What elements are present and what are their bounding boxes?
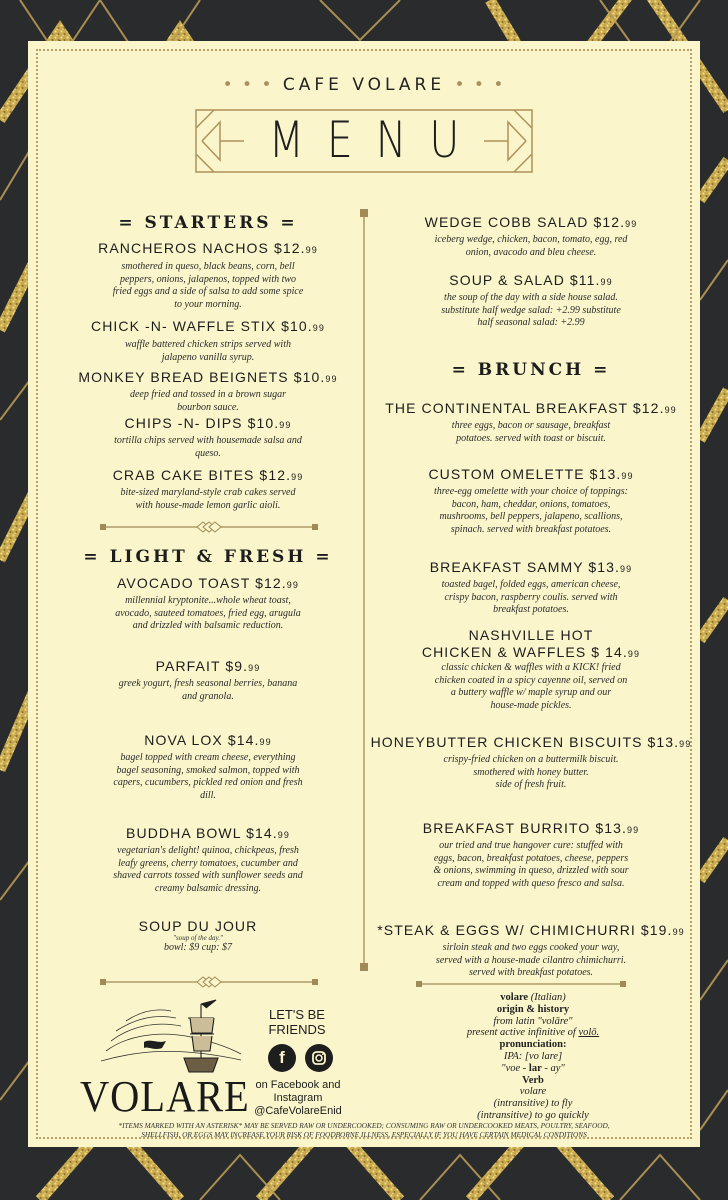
item-desc-line: substitute half wedge salad: +2.99 substitute bbox=[441, 304, 621, 316]
item-name: NOVA LOX $14. bbox=[144, 732, 260, 748]
item-desc-line: bagel seasoning, smoked salmon, topped with bbox=[116, 764, 300, 776]
social-line: @CafeVolareEnid bbox=[254, 1105, 342, 1117]
def-origin: from latin "volāre" bbox=[493, 1015, 573, 1027]
item-desc-line: cream and topped with queso fresco and salsa. bbox=[437, 877, 625, 889]
def-language: (Italian) bbox=[530, 992, 566, 1003]
item-cents: 99 bbox=[672, 927, 685, 937]
disclaimer-line: SHELLFISH, OR EGGS MAY INCREASE YOUR RISK OF FOODBORNE ILLNESS, ESPECIALLY IF YOU HAVE CERTAIN MEDICAL CONDITIONS bbox=[141, 1130, 587, 1139]
brunch-item bbox=[362, 734, 700, 792]
item-cents: 99 bbox=[664, 405, 677, 415]
brunch-item bbox=[362, 820, 700, 890]
item-desc-line: tortilla chips served with housemade salsa and bbox=[114, 435, 302, 446]
item-desc-line: our tried and true hangover cure: stuffed with bbox=[439, 840, 623, 851]
item-desc-line: jalapeno vanilla syrup. bbox=[161, 351, 255, 363]
brand-dots-left: • • • bbox=[222, 75, 274, 95]
brunch-item bbox=[362, 922, 700, 980]
light-item bbox=[28, 732, 388, 802]
item-desc-line: deep fried and tossed in a brown sugar bbox=[129, 389, 286, 400]
item-desc-line: queso. bbox=[195, 447, 221, 459]
starter-item bbox=[28, 467, 388, 512]
item-desc-line: creamy balsamic dressing. bbox=[154, 882, 262, 894]
item-cents: 99 bbox=[291, 472, 304, 482]
item-name: BREAKFAST SAMMY $13. bbox=[429, 559, 621, 575]
item-name: CHICK -N- WAFFLE STIX $10. bbox=[91, 318, 313, 334]
def-word: volare bbox=[500, 992, 529, 1003]
item-name: AVOCADO TOAST $12. bbox=[117, 575, 287, 591]
item-name: RANCHEROS NACHOS $12. bbox=[98, 240, 306, 256]
item-desc-line: and drizzled with balsamic reduction. bbox=[132, 620, 284, 631]
item-desc-line: toasted bagel, folded eggs, american cheese, bbox=[441, 579, 621, 590]
brand-header bbox=[28, 75, 700, 95]
item-name: CRAB CAKE BITES $12. bbox=[112, 467, 292, 483]
social-handle bbox=[248, 1079, 348, 1118]
item-desc-line: three eggs, bacon or sausage, breakfast bbox=[451, 420, 611, 431]
item-cents: 99 bbox=[600, 277, 613, 287]
item-desc-line: bagel topped with cream cheese, everything bbox=[120, 752, 296, 763]
light-item bbox=[28, 575, 388, 633]
item-desc-line: smothered in queso, black beans, corn, bell bbox=[121, 261, 295, 272]
item-desc-line: classic chicken & waffles with a KICK! fried bbox=[441, 662, 621, 673]
soup-price: bowl: $9 cup: $7 bbox=[163, 942, 233, 953]
item-desc-line: waffle battered chicken strips served with bbox=[125, 339, 291, 350]
item-cents: 99 bbox=[626, 825, 640, 835]
starter-item bbox=[28, 369, 388, 414]
soup-du-jour bbox=[28, 918, 368, 955]
def-say-post: - ay" bbox=[541, 1062, 565, 1074]
soup-subtitle: "soup of the day." bbox=[173, 934, 223, 942]
item-desc-line: breakfast potatoes. bbox=[493, 604, 569, 615]
def-pai-prefix: present active infinitive of bbox=[466, 1027, 579, 1039]
instagram-icon[interactable] bbox=[305, 1044, 333, 1072]
item-desc-line: & onions, swimming in queso, drizzled with sour bbox=[433, 865, 629, 876]
menu-card bbox=[28, 41, 700, 1147]
volare-definition bbox=[398, 992, 668, 1122]
item-desc-line: house-made pickles. bbox=[490, 699, 572, 711]
item-desc-line: mushrooms, bell peppers, jalapeno, scallions, bbox=[439, 511, 623, 522]
ship-illustration bbox=[96, 996, 246, 1078]
item-desc-line: served with a house-made cilantro chimichurri. bbox=[435, 954, 627, 966]
facebook-glyph: f bbox=[279, 1048, 285, 1067]
item-desc-line: iceberg wedge, chicken, bacon, tomato, egg, red bbox=[434, 234, 628, 245]
item-desc-line: side of fresh fruit. bbox=[495, 779, 567, 790]
item-desc-line: greek yogurt, fresh seasonal berries, banana bbox=[118, 678, 298, 689]
item-name: CHIPS -N- DIPS $10. bbox=[124, 415, 280, 431]
item-desc-line: eggs, bacon, breakfast potatoes, cheese, peppers bbox=[433, 852, 629, 864]
item-desc-line: and granola. bbox=[182, 690, 234, 702]
item-desc-line: crispy bacon, raspberry coulis. served with bbox=[444, 591, 618, 603]
item-cents: 99 bbox=[620, 564, 633, 574]
def-term: volare bbox=[519, 1086, 547, 1098]
light-item bbox=[28, 658, 388, 703]
ornament-divider bbox=[100, 976, 318, 988]
salad-item bbox=[362, 214, 700, 259]
item-desc-line: sirloin steak and two eggs cooked your way, bbox=[442, 942, 620, 953]
friends-line: LET'S BE bbox=[269, 1007, 325, 1022]
ornament-rule bbox=[416, 980, 626, 988]
item-desc-line: dill. bbox=[200, 789, 216, 801]
salad-item bbox=[362, 272, 700, 330]
item-cents: 99 bbox=[277, 830, 290, 840]
item-name: BREAKFAST BURRITO $13. bbox=[422, 820, 627, 836]
item-name-line1: NASHVILLE HOT bbox=[468, 627, 594, 643]
soup-name: SOUP DU JOUR bbox=[138, 918, 258, 934]
item-cents: 99 bbox=[286, 580, 299, 590]
item-name: BUDDHA BOWL $14. bbox=[126, 825, 278, 841]
item-desc-line: spinach. served with breakfast potatoes. bbox=[450, 523, 612, 535]
starter-item bbox=[28, 240, 388, 311]
item-cents: 99 bbox=[279, 420, 292, 430]
brunch-heading: = BRUNCH = bbox=[451, 360, 611, 380]
item-desc-line: avocado, sauteed tomatoes, fried egg, arugula bbox=[115, 607, 301, 619]
def-meaning: (intransitive) to go quickly bbox=[477, 1109, 589, 1121]
item-desc-line: served with breakfast potatoes. bbox=[468, 967, 594, 978]
starter-item bbox=[28, 415, 388, 460]
item-desc-line: shaved carrots tossed with sunflower seeds and bbox=[113, 870, 303, 881]
item-desc-line: fried eggs and a side of salsa to add some spice bbox=[112, 286, 304, 297]
item-cents: 99 bbox=[305, 245, 318, 255]
item-name: SOUP & SALAD $11. bbox=[449, 272, 601, 288]
food-safety-disclaimer bbox=[42, 1121, 686, 1139]
item-desc-line: chicken coated in a spicy cayenne oil, served on bbox=[434, 674, 628, 686]
item-cents: 99 bbox=[621, 471, 634, 481]
social-line: on Facebook and bbox=[255, 1079, 341, 1091]
item-cents: 99 bbox=[312, 323, 325, 333]
brunch-item bbox=[362, 559, 700, 617]
brunch-item bbox=[362, 466, 700, 536]
def-origin-label: origin & history bbox=[496, 1003, 570, 1015]
instagram-glyph bbox=[305, 1044, 333, 1072]
item-desc-line: half seasonal salad: +2.99 bbox=[477, 317, 585, 328]
brand-name: CAFE VOLARE bbox=[282, 75, 446, 95]
item-desc-line: onion, avacodo and bleu cheese. bbox=[465, 246, 597, 258]
item-desc-line: to your morning. bbox=[174, 298, 242, 310]
item-desc-line: bacon, ham, cheddar, onions, tomatoes, bbox=[451, 498, 611, 510]
item-desc-line: a buttery waffle w/ maple syrup and our bbox=[450, 687, 612, 698]
item-name: PARFAIT $9. bbox=[155, 658, 249, 674]
logo-wordmark: VOLARE bbox=[80, 1072, 250, 1121]
brand-dots-right: • • • bbox=[454, 75, 506, 95]
item-name: CHICKEN & WAFFLES $ 14. bbox=[421, 644, 628, 660]
item-cents: 99 bbox=[248, 663, 261, 673]
facebook-icon[interactable] bbox=[268, 1044, 296, 1072]
item-cents: 99 bbox=[627, 649, 641, 659]
item-desc-line: potatoes. served with toast or biscuit. bbox=[456, 432, 606, 444]
def-pron-label: pronunciation: bbox=[499, 1039, 567, 1051]
starter-item bbox=[28, 318, 388, 364]
def-say-pre: "voe - bbox=[501, 1062, 529, 1074]
light-item bbox=[28, 825, 388, 895]
menu-title: MENU bbox=[268, 111, 483, 169]
def-pai-word: volō. bbox=[578, 1027, 600, 1039]
ornament-divider bbox=[100, 521, 318, 533]
item-cents: 99 bbox=[679, 739, 692, 749]
item-desc-line: capers, cucumbers, pickled red onion and fresh bbox=[113, 777, 303, 788]
item-name: THE CONTINENTAL BREAKFAST $12. bbox=[385, 400, 665, 416]
item-name: WEDGE COBB SALAD $12. bbox=[424, 214, 626, 230]
friends-heading bbox=[252, 1007, 342, 1037]
item-name: MONKEY BREAD BEIGNETS $10. bbox=[78, 369, 326, 385]
brunch-item bbox=[362, 400, 700, 445]
item-desc-line: millennial kryptonite...whole wheat toast, bbox=[125, 595, 291, 606]
item-cents: 99 bbox=[625, 219, 638, 229]
disclaimer-line: *ITEMS MARKED WITH AN ASTERISK* MAY BE SERVED RAW OR UNDERCOOKED; CONSUMING RAW OR UNDERCOOKED MEATS, POULTRY, SEAFOOD, bbox=[118, 1121, 610, 1130]
def-say-bold: lar bbox=[528, 1062, 542, 1074]
item-desc-line: bite-sized maryland-style crab cakes served bbox=[120, 487, 296, 498]
item-desc-line: crispy-fried chicken on a buttermilk biscuit. bbox=[443, 754, 619, 765]
item-desc-line: peppers, onions, jalapenos, topped with two bbox=[119, 273, 297, 285]
item-desc-line: the soup of the day with a side house salad. bbox=[444, 292, 618, 303]
starters-heading: = STARTERS = bbox=[118, 213, 298, 233]
item-name: HONEYBUTTER CHICKEN BISCUITS $13. bbox=[370, 734, 680, 750]
item-desc-line: three-egg omelette with your choice of toppings: bbox=[433, 486, 629, 497]
light-fresh-heading: = LIGHT & FRESH = bbox=[83, 547, 333, 567]
brunch-item bbox=[362, 627, 700, 712]
def-part-of-speech: Verb bbox=[522, 1074, 544, 1086]
item-desc-line: vegetarian's delight! quinoa, chickpeas, fresh bbox=[117, 845, 299, 856]
item-desc-line: leafy greens, cherry tomatoes, cucumber and bbox=[118, 857, 298, 869]
item-desc-line: bourbon sauce. bbox=[177, 401, 239, 413]
friends-line: FRIENDS bbox=[268, 1022, 326, 1037]
def-ipa: IPA: [vo lare] bbox=[503, 1050, 563, 1062]
item-desc-line: smothered with honey butter. bbox=[473, 766, 589, 778]
item-desc-line: with house-made lemon garlic aioli. bbox=[135, 499, 281, 511]
item-name: CUSTOM OMELETTE $13. bbox=[428, 466, 622, 482]
item-cents: 99 bbox=[259, 737, 272, 747]
def-meaning: (intransitive) to fly bbox=[493, 1098, 573, 1110]
item-cents: 99 bbox=[325, 374, 338, 384]
social-line: Instagram bbox=[273, 1092, 323, 1104]
item-name: *STEAK & EGGS W/ CHIMICHURRI $19. bbox=[377, 922, 673, 938]
